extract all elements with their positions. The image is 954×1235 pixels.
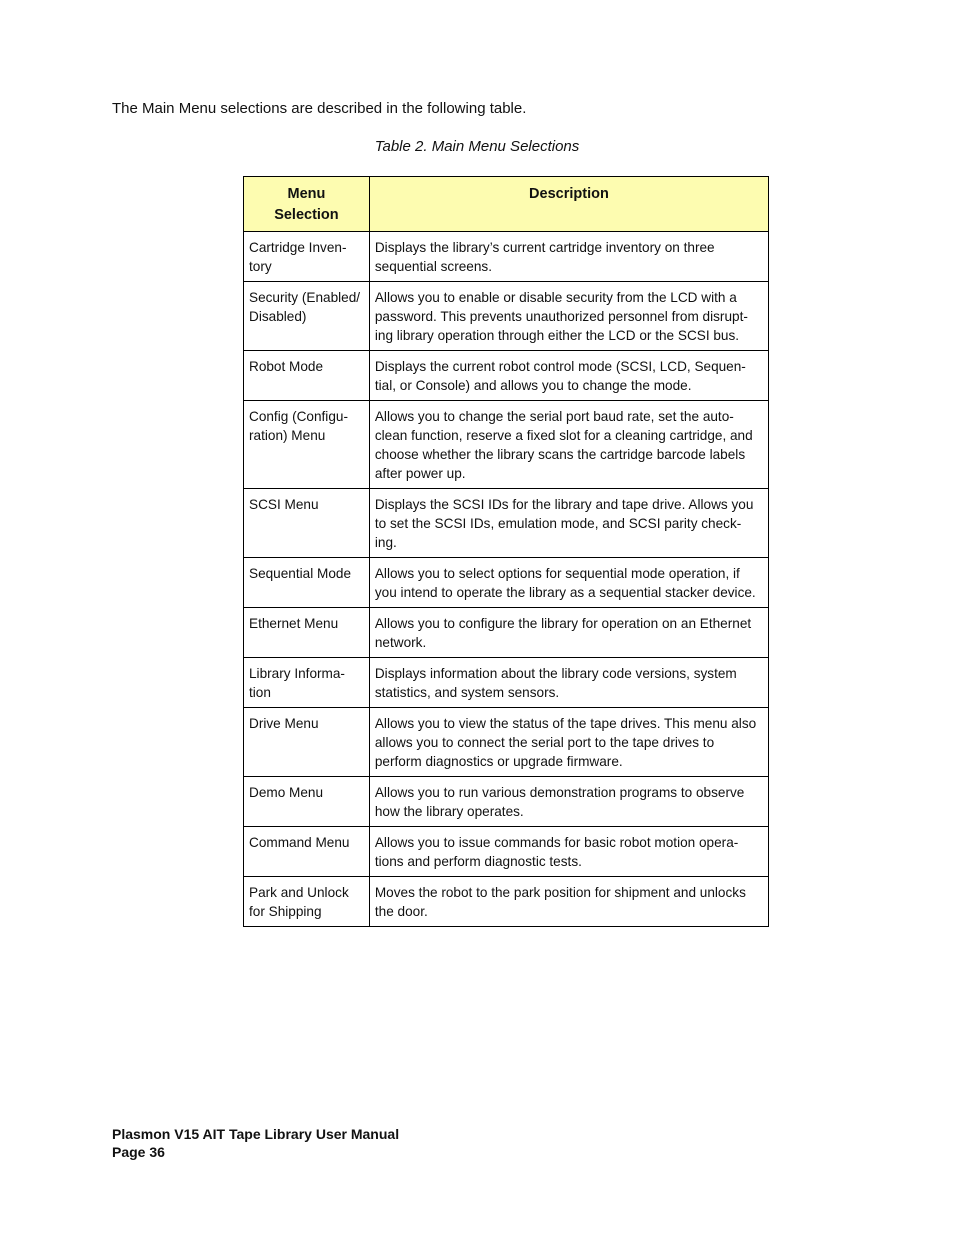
description-cell: Allows you to configure the library for operation on an Ethernet network. — [369, 608, 768, 658]
menu-selection-cell: Config (Configu-ration) Menu — [244, 401, 370, 489]
table-header-row — [244, 177, 769, 232]
column-header-menu-selection-line-1: Menu — [287, 186, 326, 202]
table-row — [244, 608, 769, 658]
column-header-menu-selection-line-2: Selection — [274, 207, 339, 223]
menu-selection-cell: Cartridge Inven-tory — [244, 232, 370, 282]
table-row — [244, 777, 769, 827]
table-row — [244, 827, 769, 877]
description-cell: Displays the current robot control mode (SCSI, LCD, Sequen-tial, or Console) and allows you to change the mode. — [369, 351, 768, 401]
description-cell: Allows you to view the status of the tape drives. This menu also allows you to connect the serial port to the tape drives to perform diagnostics or upgrade firmware. — [369, 708, 768, 777]
table-row — [244, 401, 769, 489]
footer-manual-title: Plasmon V15 AIT Tape Library User Manual — [112, 1126, 400, 1142]
description-cell: Allows you to select options for sequential mode operation, if you intend to operate the library as a sequential stacker device. — [369, 558, 768, 608]
page-footer — [112, 1125, 399, 1161]
main-menu-selections-table — [243, 176, 769, 927]
description-cell: Displays information about the library code versions, system statistics, and system sensors. — [369, 658, 768, 708]
table-row — [244, 658, 769, 708]
intro-paragraph: The Main Menu selections are described in the following table. — [112, 100, 527, 117]
menu-selection-cell: Library Informa-tion — [244, 658, 370, 708]
description-cell: Allows you to issue commands for basic robot motion opera-tions and perform diagnostic tests. — [369, 827, 768, 877]
column-header-menu-selection — [244, 177, 370, 232]
table-row — [244, 282, 769, 351]
menu-selection-cell: SCSI Menu — [244, 489, 370, 558]
menu-selection-cell: Park and Unlock for Shipping — [244, 877, 370, 927]
description-cell: Allows you to run various demonstration programs to observe how the library operates. — [369, 777, 768, 827]
table-row — [244, 351, 769, 401]
table-row — [244, 877, 769, 927]
table-row — [244, 558, 769, 608]
menu-selection-cell: Robot Mode — [244, 351, 370, 401]
menu-selection-cell: Ethernet Menu — [244, 608, 370, 658]
description-cell: Allows you to enable or disable security from the LCD with a password. This prevents unauthorized personnel from disrupt-ing library operation through either the LCD or the SCSI bus. — [369, 282, 768, 351]
column-header-description: Description — [369, 177, 768, 232]
description-cell: Displays the SCSI IDs for the library and tape drive. Allows you to set the SCSI IDs, emulation mode, and SCSI parity check-ing. — [369, 489, 768, 558]
description-cell: Displays the library’s current cartridge inventory on three sequential screens. — [369, 232, 768, 282]
table-caption: Table 2. Main Menu Selections — [374, 138, 580, 155]
footer-page-number: Page 36 — [112, 1144, 165, 1160]
description-cell: Allows you to change the serial port baud rate, set the auto-clean function, reserve a fixed slot for a cleaning cartridge, and choose whether the library scans the cartridge barcode labels after power up. — [369, 401, 768, 489]
table-body — [244, 232, 769, 927]
table-row — [244, 708, 769, 777]
menu-selection-cell: Drive Menu — [244, 708, 370, 777]
menu-selection-cell: Sequential Mode — [244, 558, 370, 608]
description-cell: Moves the robot to the park position for shipment and unlocks the door. — [369, 877, 768, 927]
table-row — [244, 489, 769, 558]
menu-selection-cell: Demo Menu — [244, 777, 370, 827]
menu-selection-cell: Command Menu — [244, 827, 370, 877]
table-row — [244, 232, 769, 282]
menu-selection-cell: Security (Enabled/ Disabled) — [244, 282, 370, 351]
